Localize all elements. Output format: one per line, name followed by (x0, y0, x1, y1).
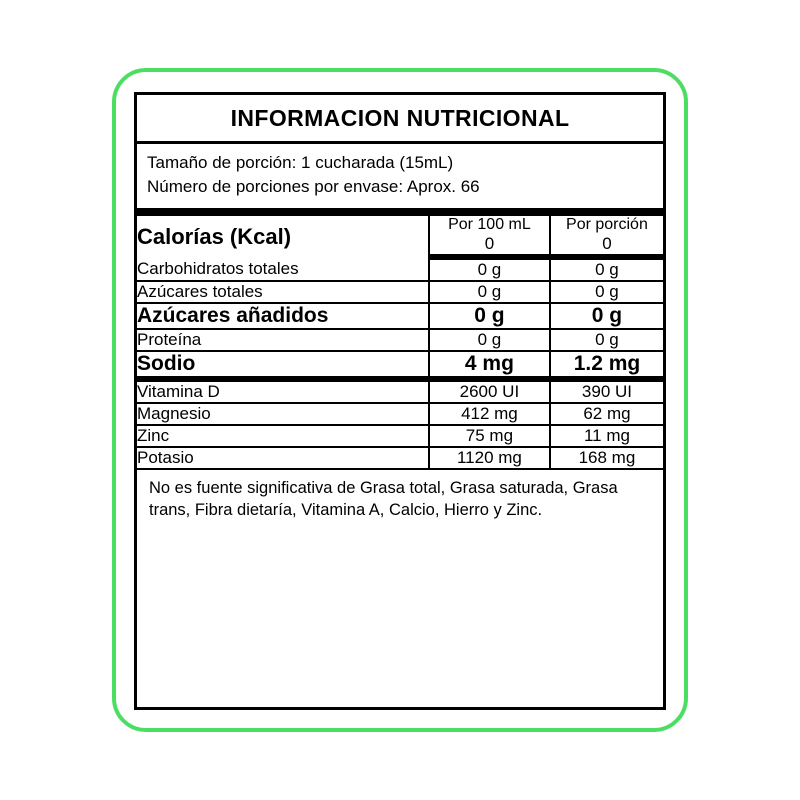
nutrient-per-serving: 0 g (550, 281, 663, 303)
nutrient-name: Carbohidratos totales (137, 257, 429, 281)
nutrient-name: Azúcares totales (137, 281, 429, 303)
table-row (137, 447, 663, 469)
nutrient-per-serving: 11 mg (550, 425, 663, 447)
nutrient-name: Proteína (137, 329, 429, 351)
nutrition-table (137, 216, 663, 470)
nutrient-per-100ml: 0 g (429, 281, 550, 303)
nutrient-per-100ml: 0 g (429, 257, 550, 281)
table-row (137, 425, 663, 447)
panel-title: INFORMACION NUTRICIONAL (137, 95, 663, 144)
nutrient-name: Zinc (137, 425, 429, 447)
column-header-per-serving: Por porción (550, 216, 663, 234)
nutrient-per-100ml: 75 mg (429, 425, 550, 447)
calories-label: Calorías (Kcal) (137, 223, 292, 249)
nutrient-per-serving: 0 g (550, 257, 663, 281)
footnote-text: No es fuente significativa de Grasa total, Grasa saturada, Grasa trans, Fibra dietaría, Vitamina A, Calcio, Hierro y Zinc. (149, 479, 618, 520)
nutrient-per-100ml: 1120 mg (429, 447, 550, 469)
nutrient-per-serving: 0 g (550, 303, 663, 329)
table-row (137, 281, 663, 303)
nutrient-name: Potasio (137, 447, 429, 469)
nutrient-per-serving: 0 g (550, 329, 663, 351)
nutrient-per-100ml: 0 g (429, 303, 550, 329)
column-header-per-100ml: Por 100 mL (429, 216, 550, 234)
nutrient-per-serving: 168 mg (550, 447, 663, 469)
calories-per-serving: 0 (550, 234, 663, 257)
table-row (137, 403, 663, 425)
table-row (137, 351, 663, 379)
nutrient-per-100ml: 0 g (429, 329, 550, 351)
servings-per-container-text: Número de porciones por envase: Aprox. 66 (147, 177, 480, 197)
nutrition-facts-panel (134, 92, 666, 710)
serving-information (137, 144, 663, 216)
nutrient-name: Vitamina D (137, 379, 429, 403)
nutrient-name: Magnesio (137, 403, 429, 425)
nutrient-name: Azúcares añadidos (137, 303, 429, 329)
table-row (137, 257, 663, 281)
calories-per-100ml: 0 (429, 234, 550, 257)
panel-spacer (137, 530, 663, 707)
nutrient-per-serving: 390 UI (550, 379, 663, 403)
nutrient-name: Sodio (137, 351, 429, 379)
nutrient-per-100ml: 412 mg (429, 403, 550, 425)
table-row (137, 329, 663, 351)
table-row (137, 379, 663, 403)
table-row-calories-header (137, 216, 663, 234)
nutrient-per-100ml: 4 mg (429, 351, 550, 379)
nutrient-per-serving: 62 mg (550, 403, 663, 425)
serving-size-text: Tamaño de porción: 1 cucharada (15mL) (147, 153, 454, 173)
nutrient-per-100ml: 2600 UI (429, 379, 550, 403)
table-row (137, 303, 663, 329)
nutrient-per-serving: 1.2 mg (550, 351, 663, 379)
